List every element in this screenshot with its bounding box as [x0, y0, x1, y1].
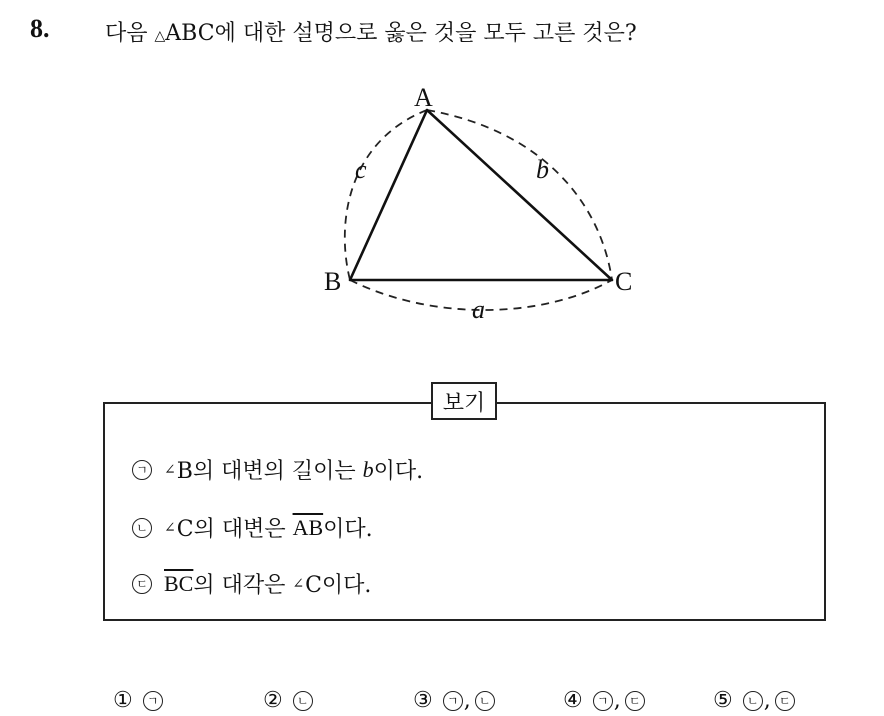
vertex-label-b: B — [324, 267, 342, 296]
choice-2-mark-1: ㄴ — [293, 691, 313, 711]
choice-2[interactable] — [263, 688, 313, 713]
bogi-item-2-segment: $\overline{AB}$ — [292, 514, 324, 540]
vertex-label-a: A — [414, 83, 433, 112]
choice-5[interactable]: ⑤ ㄴ , ㄷ — [713, 688, 795, 713]
arc-side-b — [427, 110, 612, 280]
bogi-item-3 — [132, 568, 371, 599]
triangle-symbol: △ — [154, 28, 166, 44]
choice-4-number: ④ — [563, 688, 583, 713]
bogi-title: 보기 — [431, 382, 497, 420]
choice-5-number: ⑤ — [713, 688, 733, 713]
question-number: 8. — [30, 14, 50, 43]
bogi-item-3-post: C이다. — [305, 573, 372, 598]
choice-1[interactable] — [113, 688, 163, 713]
choice-1-mark-1: ㄱ — [143, 691, 163, 711]
bogi-item-3-segment: $\overline{BC}$ — [164, 570, 194, 596]
angle-symbol: ∠ — [164, 461, 176, 478]
bogi-item-2-text: C의 대변은 — [176, 517, 293, 542]
bogi-item-2 — [132, 512, 373, 543]
bogi-item-1-var: b — [362, 456, 374, 482]
bogi-item-1 — [132, 454, 423, 485]
arc-side-a — [350, 280, 612, 310]
bogi-item-1-post: 이다. — [373, 459, 424, 484]
choice-5-mark-2: ㄷ — [775, 691, 795, 711]
choice-4-mark-1: ㄱ — [593, 691, 613, 711]
choice-3-mark-1: ㄱ — [443, 691, 463, 711]
arc-side-c — [345, 110, 427, 280]
bogi-item-2-post: 이다. — [323, 517, 373, 542]
question-text-after: ABC에 대한 설명으로 옳은 것을 모두 고른 것은? — [165, 21, 637, 46]
vertex-label-c: C — [615, 267, 633, 296]
angle-symbol: ∠ — [292, 575, 305, 592]
choice-2-number: ② — [263, 688, 283, 713]
angle-symbol: ∠ — [164, 519, 176, 536]
choice-5-mark-1: ㄴ — [743, 691, 763, 711]
triangle-abc — [350, 110, 612, 280]
choice-3-mark-2: ㄴ — [475, 691, 495, 711]
choice-4-mark-2: ㄷ — [625, 691, 645, 711]
bogi-item-3-text: 의 대각은 — [193, 573, 293, 598]
side-label-b: b — [536, 155, 549, 184]
choice-1-number: ① — [113, 688, 133, 713]
side-label-c: c — [355, 155, 367, 184]
bogi-item-1-text: B의 대변의 길이는 — [176, 459, 363, 484]
choice-3[interactable]: ③ ㄱ , ㄴ — [413, 688, 495, 713]
question-text-before: 다음 — [105, 21, 155, 46]
side-label-a: a — [472, 295, 485, 324]
bogi-item-3-mark: ㄷ — [132, 574, 152, 594]
bogi-item-1-mark: ㄱ — [132, 460, 152, 480]
choice-3-number: ③ — [413, 688, 433, 713]
choice-4[interactable]: ④ ㄱ , ㄷ — [563, 688, 645, 713]
question-text — [105, 16, 637, 47]
bogi-item-2-mark: ㄴ — [132, 518, 152, 538]
